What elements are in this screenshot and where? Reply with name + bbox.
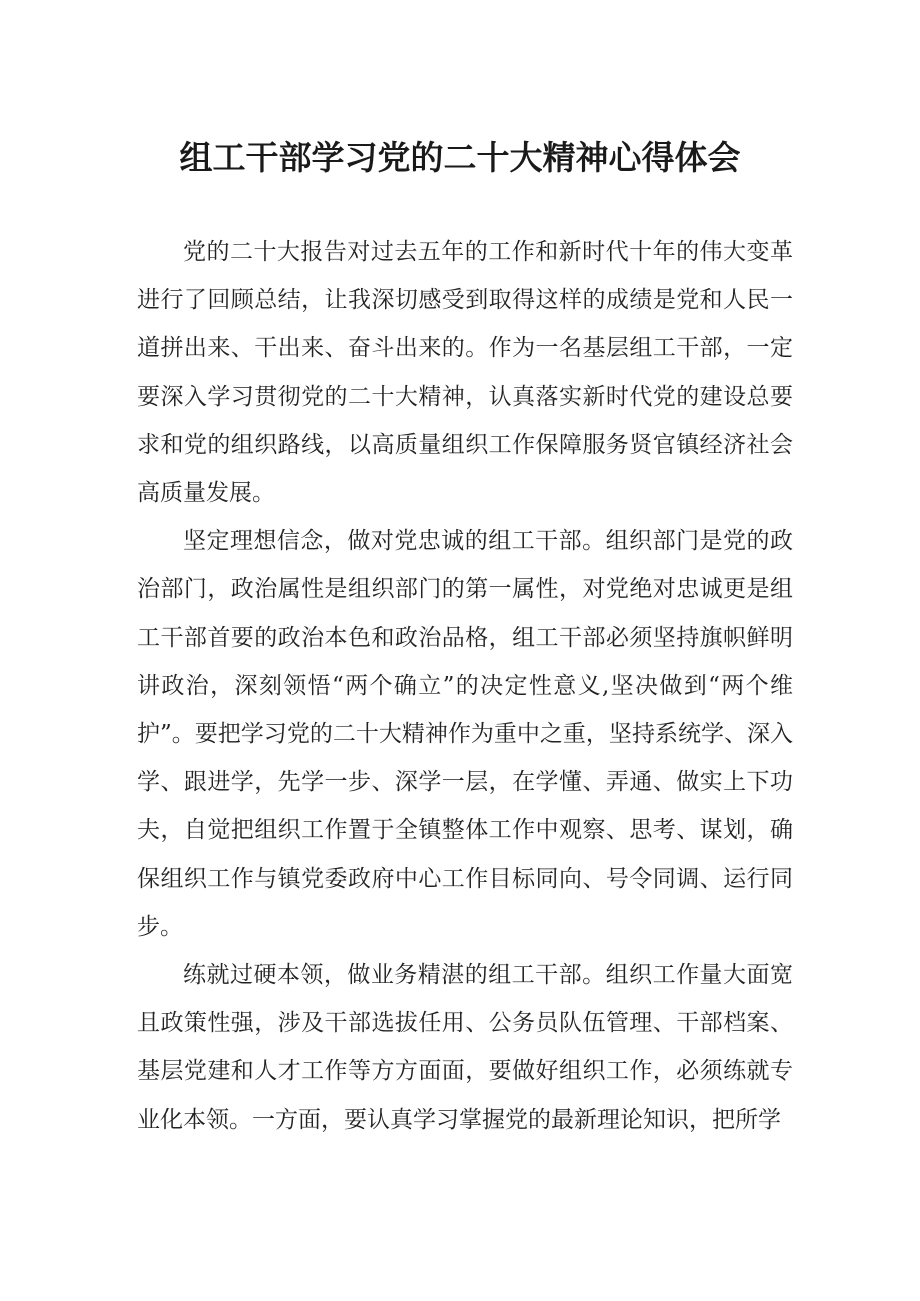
paragraph-1: 党的二十大报告对过去五年的工作和新时代十年的伟大变革进行了回顾总结，让我深切感受到取得这样的成绩是党和人民一道拼出来、干出来、奋斗出来的。作为一名基层组工干部，一定要深入学习贯彻党的二十大精神，认真落实新时代党的建设总要求和党的组织路线，以高质量组织工作保障服务贤官镇经济社会高质量发展。 [137, 239, 793, 507]
document-body [137, 228, 793, 1144]
document-title: 组工干部学习党的二十大精神心得体会 [179, 138, 741, 177]
paragraph-2: 坚定理想信念，做对党忠诚的组工干部。组织部门是党的政治部门，政治属性是组织部门的第一属性，对党绝对忠诚更是组工干部首要的政治本色和政治品格，组工干部必须坚持旗帜鲜明讲政治，深刻领悟“两个确立”的决定性意义,坚决做到“两个维护”。要把学习党的二十大精神作为重中之重，坚持系统学、深入学、跟进学，先学一步、深学一层，在学懂、弄通、做实上下功夫，自觉把组织工作置于全镇整体工作中观察、思考、谋划，确保组织工作与镇党委政府中心工作目标同向、号令同调、运行同步。 [137, 528, 793, 940]
paragraph-3: 练就过硬本领，做业务精湛的组工干部。组织工作量大面宽且政策性强，涉及干部选拔任用、公务员队伍管理、干部档案、基层党建和人才工作等方方面面，要做好组织工作，必须练就专业化本领。一方面，要认真学习掌握党的最新理论知识，把所学 [137, 962, 793, 1133]
